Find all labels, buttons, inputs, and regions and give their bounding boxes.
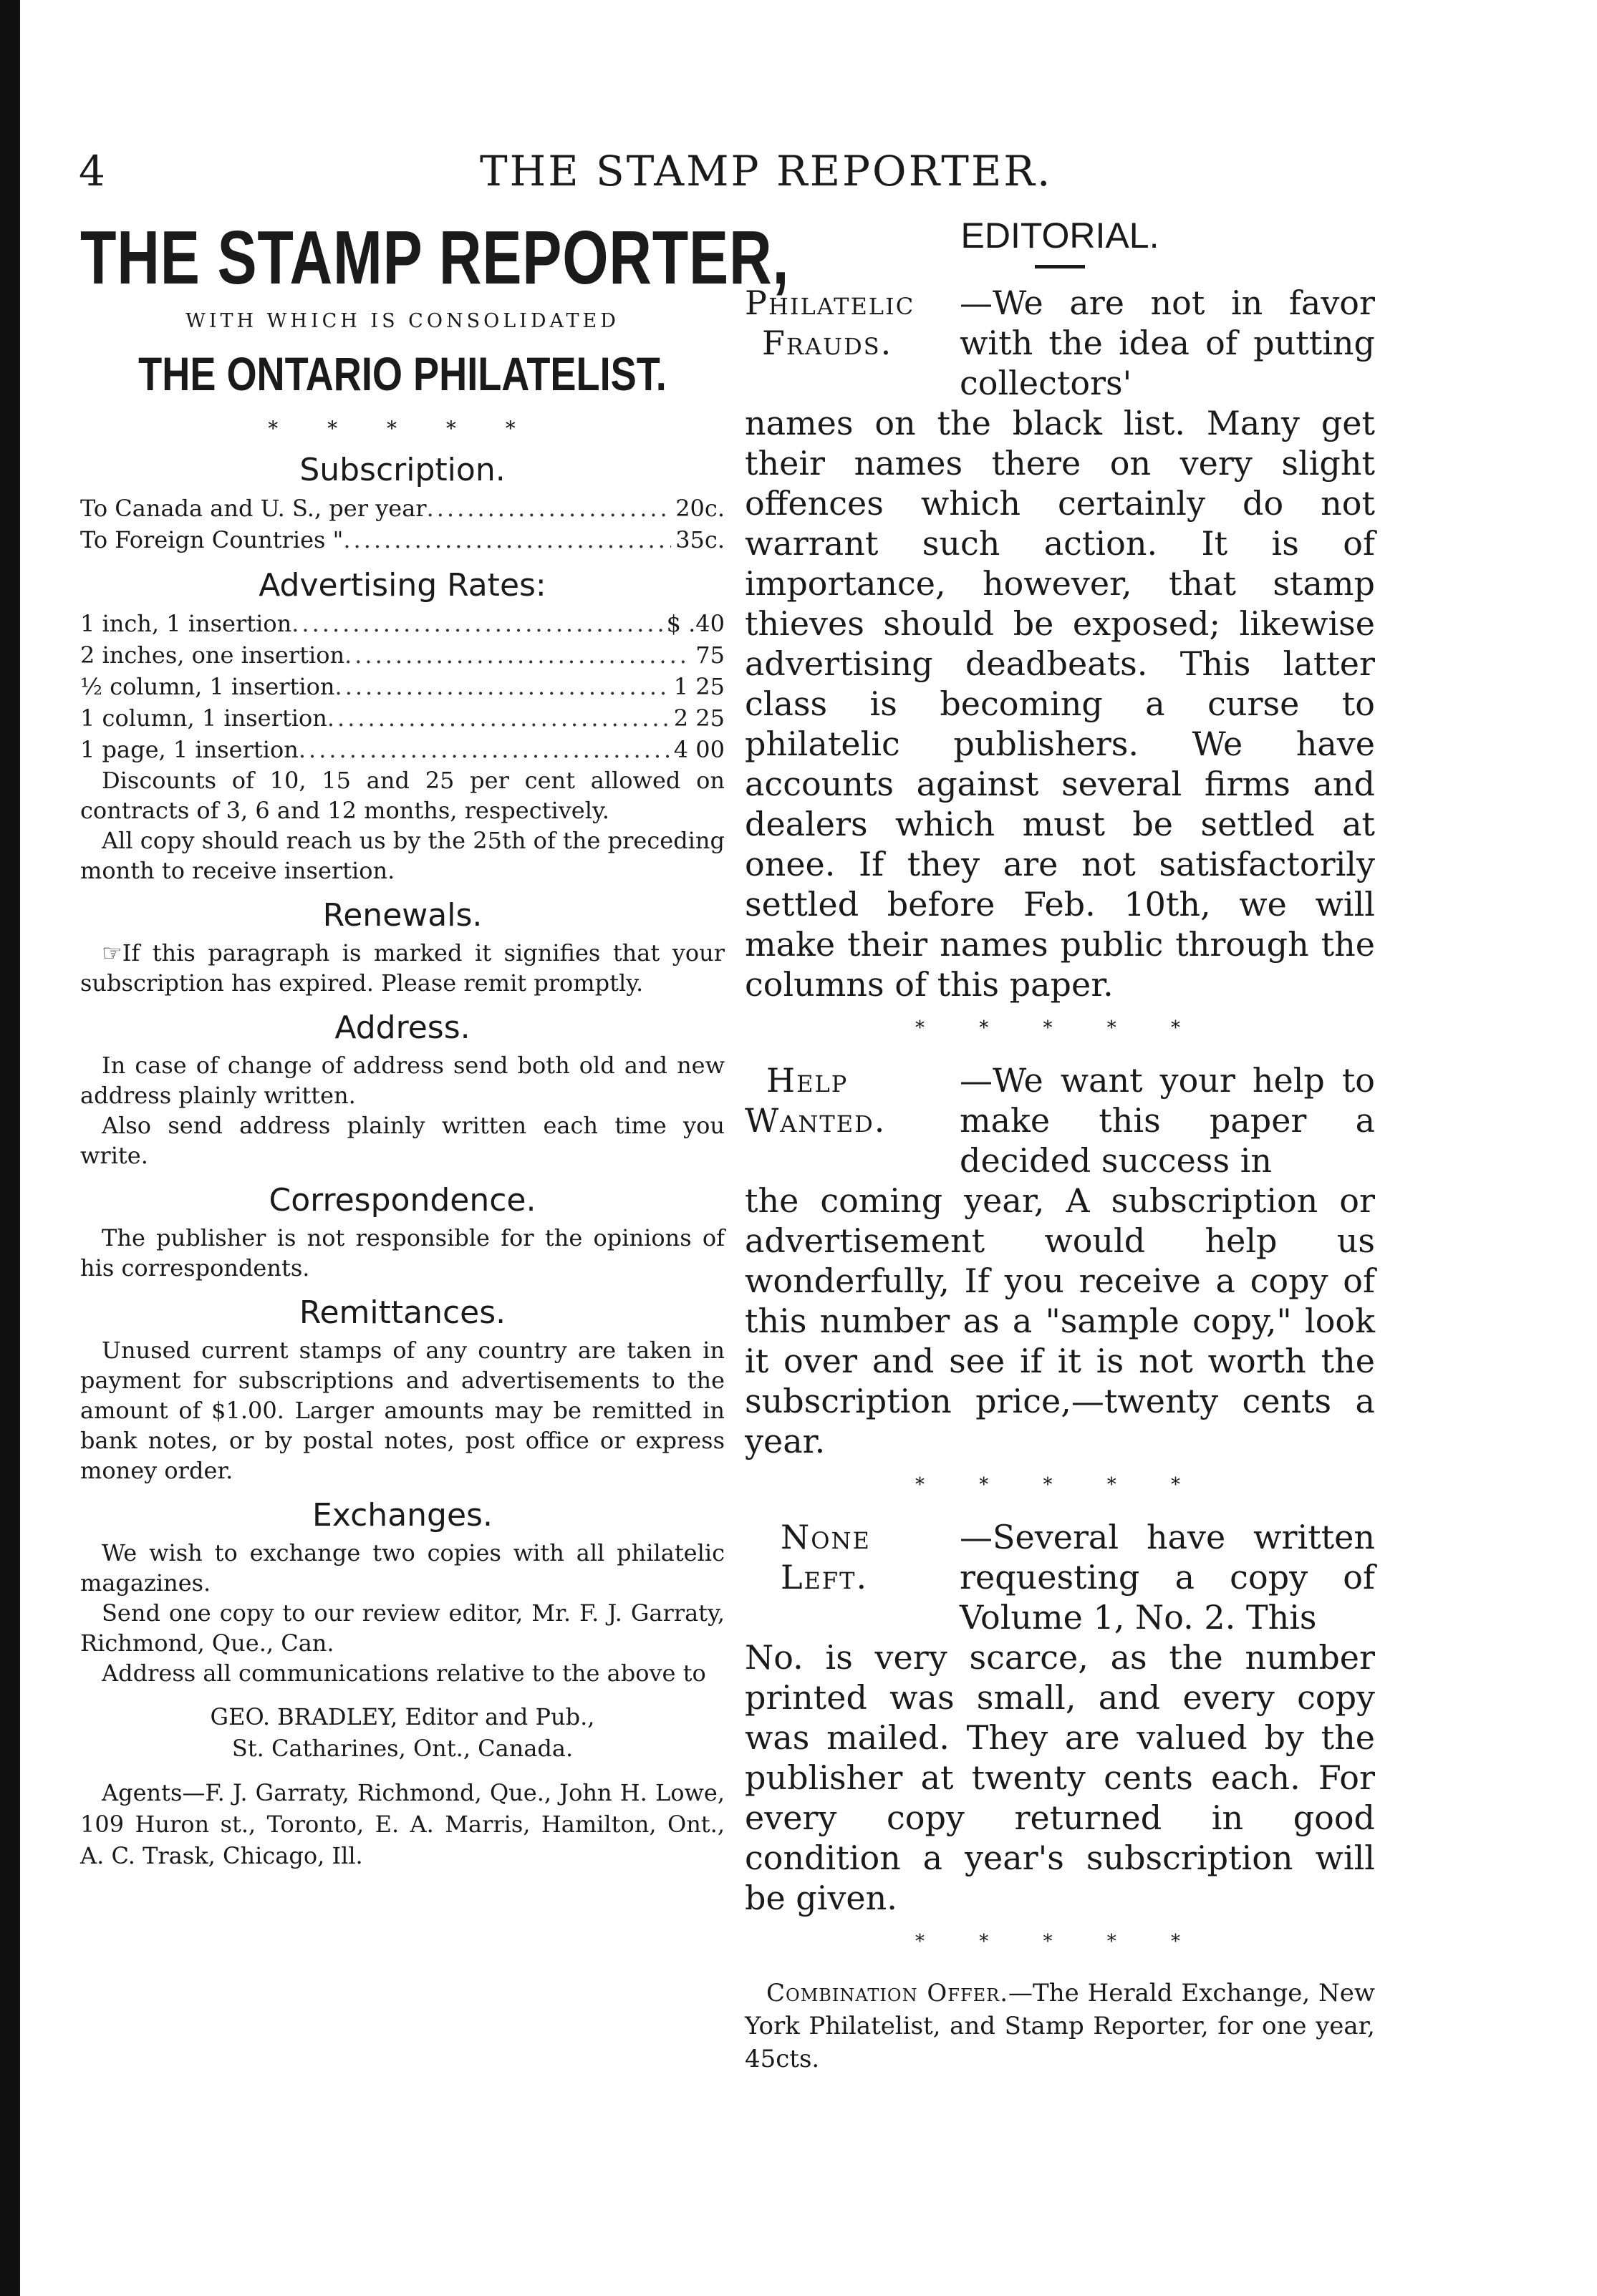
address-text: In case of change of address send both old and new address plainly written. xyxy=(80,1052,725,1109)
article-keyword: None xyxy=(781,1518,871,1556)
ornament-divider: * * * * * xyxy=(915,1017,1205,1039)
subtitle: THE ONTARIO PHILATELIST. xyxy=(138,347,667,400)
exchanges-text: We wish to exchange two copies with all philatelic magazines. xyxy=(80,1539,725,1597)
renewals-text: ☞If this paragraph is marked it signifies that your subscription has expired. Please remit promptly. xyxy=(80,939,725,997)
heading-rule xyxy=(1035,265,1085,268)
publisher-line: GEO. BRADLEY, Editor and Pub., xyxy=(210,1703,595,1730)
article-keyword: Wanted. xyxy=(745,1101,887,1140)
masthead: THE STAMP REPORTER, xyxy=(80,215,790,300)
ornament-divider: * * * * * xyxy=(915,1931,1205,1952)
discounts-text: Discounts of 10, 15 and 25 per cent allowed on contracts of 3, 6 and 12 months, respectively. xyxy=(80,767,725,824)
article-body: names on the black list. Many get their names there on very slight offences which certainly do not warrant such action. It is of importance, however, that stamp thieves should be exposed; likewise advertising deadbeats. This latter class is becoming a curse to philatelic publishers. We have accounts against several firms and dealers which must be settled at onee. If they are not satisfactorily settled before Feb. 10th, we will make their names public through the columns of this paper. xyxy=(745,404,1375,1004)
article-keyword: Frauds. xyxy=(762,324,893,362)
combination-keyword: Combination Offer. xyxy=(766,1979,1009,2007)
article-body: No. is very scarce, as the number printed was small, and every copy was mailed. They are valued by the publisher at twenty cents each. For every copy returned in good condition a year's subscription will be given. xyxy=(745,1638,1375,1917)
combination-text: —The Herald Exchange, New York Philatelist, and Stamp Reporter, for one year, 45cts. xyxy=(745,1979,1376,2073)
article-lead: —We want your help to make this paper a decided success in xyxy=(960,1061,1375,1180)
article-philatelic-frauds xyxy=(745,283,1375,1004)
consolidated-line: WITH WHICH IS CONSOLIDATED xyxy=(185,310,619,332)
editorial-heading: EDITORIAL. xyxy=(960,215,1159,256)
publisher-address: St. Catharines, Ont., Canada. xyxy=(231,1735,574,1762)
ornament-divider: * * * * * xyxy=(915,1474,1205,1496)
subscription-row: To Canada and U. S., per year ..... 20c. xyxy=(80,493,725,524)
article-help-wanted xyxy=(745,1060,1375,1461)
ad-rate-row: 2 inches, one insertion ..... 75 xyxy=(80,639,725,671)
page-number: 4 xyxy=(79,147,105,195)
ad-rate-row: 1 page, 1 insertion ..... 4 00 xyxy=(80,734,725,765)
article-lead: —Several have written requesting a copy of Volume 1, No. 2. This xyxy=(960,1518,1375,1637)
subscription-row: To Foreign Countries " ..... 35c. xyxy=(80,524,725,556)
left-column xyxy=(80,208,790,1894)
agents-text: Agents—F. J. Garraty, Richmond, Que., John H. Lowe, 109 Huron st., Toronto, E. A. Marris, Hamilton, Ont., A. C. Trask, Chicago, Ill. xyxy=(80,1779,725,1869)
article-lead: —We are not in favor with the idea of putting collectors' xyxy=(960,284,1375,402)
advertising-heading: Advertising Rates: xyxy=(259,567,546,604)
address-text: Also send address plainly written each time you write. xyxy=(80,1112,725,1169)
article-none-left xyxy=(745,1517,1375,1918)
running-title: THE STAMP REPORTER. xyxy=(480,147,1053,195)
article-keyword: Left. xyxy=(781,1558,869,1597)
exchanges-text: Send one copy to our review editor, Mr. F. J. Garraty, Richmond, Que., Can. xyxy=(80,1599,725,1657)
correspondence-heading: Correspondence. xyxy=(269,1182,536,1219)
right-column xyxy=(745,208,1375,2100)
subscription-heading: Subscription. xyxy=(299,452,506,488)
article-keyword: Philatelic xyxy=(745,284,915,322)
exchanges-heading: Exchanges. xyxy=(312,1497,493,1534)
article-body: the coming year, A subscription or advertisement would help us wonderfully, If you receive a copy of this number as a "sample copy," look it over and see if it is not worth the subscription price,—twenty cents a year. xyxy=(745,1181,1375,1461)
copy-deadline-text: All copy should reach us by the 25th of the preceding month to receive insertion. xyxy=(80,827,725,884)
ad-rate-row: 1 column, 1 insertion ..... 2 25 xyxy=(80,702,725,734)
ad-rate-row: 1 inch, 1 insertion ..... $ .40 xyxy=(80,608,725,639)
combination-offer xyxy=(745,1977,1375,2075)
ornament-stars: * * * * * xyxy=(268,417,537,440)
page-edge-bar xyxy=(0,0,20,2296)
renewals-heading: Renewals. xyxy=(322,897,483,934)
correspondence-text: The publisher is not responsible for the opinions of his correspondents. xyxy=(80,1224,725,1282)
exchanges-text: Address all communications relative to the above to xyxy=(102,1660,706,1687)
remittances-heading: Remittances. xyxy=(299,1294,506,1331)
running-head xyxy=(79,147,1461,211)
remittances-text: Unused current stamps of any country are taken in payment for subscriptions and advertisements to the amount of $1.00. Larger amounts may be remitted in bank notes, or by postal notes, post office or express money order. xyxy=(80,1337,725,1484)
ad-rate-row: ½ column, 1 insertion ..... 1 25 xyxy=(80,671,725,702)
address-heading: Address. xyxy=(334,1009,471,1046)
article-keyword: Help xyxy=(766,1061,849,1100)
